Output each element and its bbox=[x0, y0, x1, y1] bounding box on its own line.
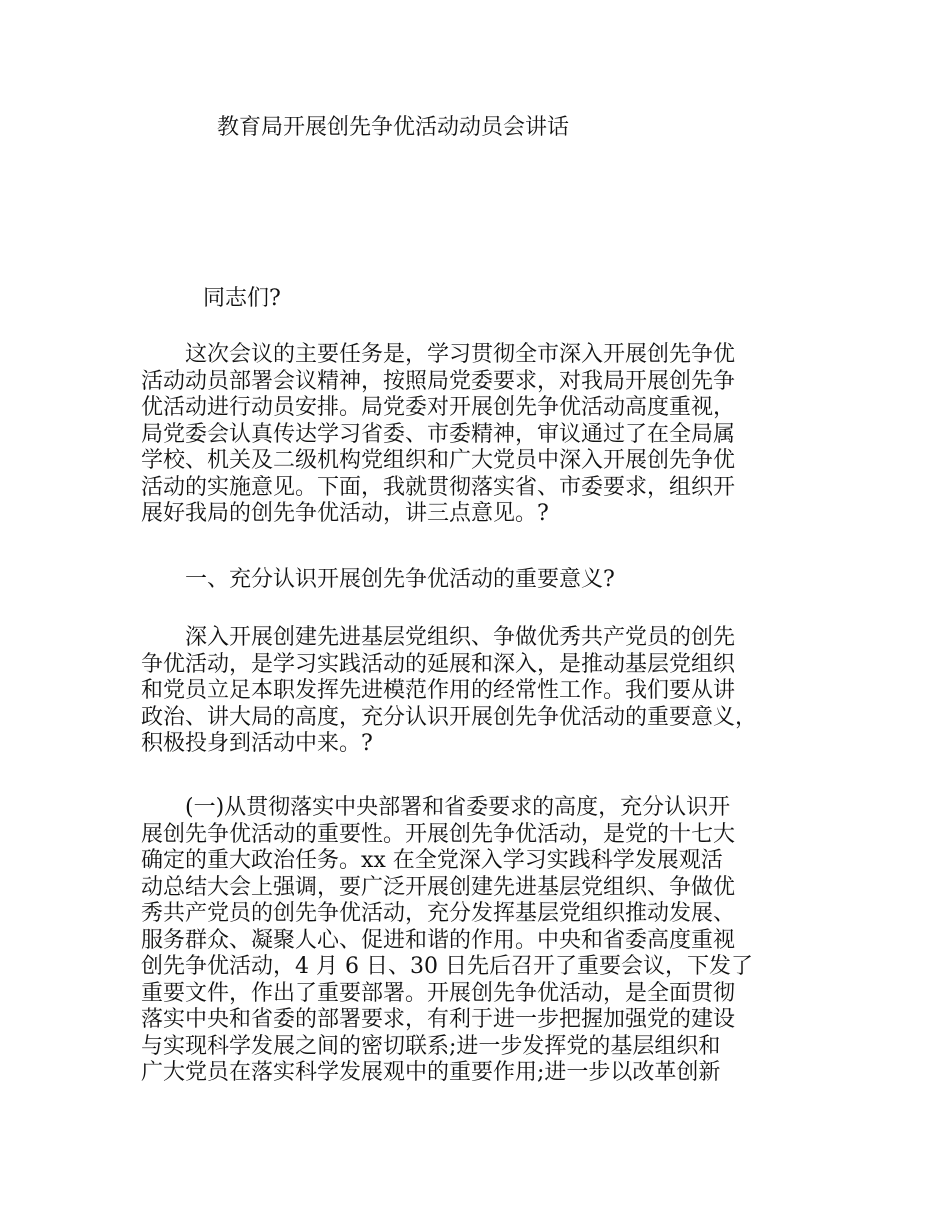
paragraph-significance bbox=[141, 625, 831, 758]
text-line: 活动的实施意见。下面，我就贯彻落实省、市委要求，组织开 bbox=[141, 474, 736, 500]
text-line: 创先争优活动，4 月 6 日、30 日先后召开了重要会议，下发了 bbox=[141, 954, 753, 979]
text-line: 深入开展创建先进基层党组织、争做优秀共产党员的创先 bbox=[141, 625, 736, 650]
text-line: 这次会议的主要任务是，学习贯彻全市深入开展创先争优 bbox=[141, 342, 736, 367]
paragraph-point-1 bbox=[141, 795, 831, 1087]
text-line: 争优活动，是学习实践活动的延展和深入，是推动基层党组织 bbox=[141, 651, 736, 677]
text-line: 活动动员部署会议精神，按照局党委要求，对我局开展创先争 bbox=[141, 368, 736, 394]
text-line: 政治、讲大局的高度，充分认识开展创先争优活动的重要意义， bbox=[141, 704, 758, 730]
text-line: 重要文件，作出了重要部署。开展创先争优活动，是全面贯彻 bbox=[141, 980, 736, 1006]
section-heading-1 bbox=[141, 567, 831, 594]
text-line: 动总结大会上强调，要广泛开展创建先进基层党组织、争做优 bbox=[141, 874, 736, 900]
text-line: 优活动进行动员安排。局党委对开展创先争优活动高度重视， bbox=[141, 395, 736, 420]
text-line: 局党委会认真传达学习省委、市委精神，审议通过了在全局属 bbox=[141, 421, 736, 447]
text-line: 一、充分认识开展创先争优活动的重要意义? bbox=[141, 567, 615, 592]
text-line: 展好我局的创先争优活动，讲三点意见。? bbox=[141, 501, 549, 526]
text-line: 广大党员在落实科学发展观中的重要作用;进一步以改革创新 bbox=[141, 1060, 721, 1085]
document-title: 教育局开展创先争优活动动员会讲话 bbox=[217, 115, 570, 140]
text-line: 确定的重大政治任务。xx 在全党深入学习实践科学发展观活 bbox=[141, 848, 723, 873]
text-line: 秀共产党员的创先争优活动，充分发挥基层党组织推动发展、 bbox=[141, 901, 736, 926]
text-line: 学校、机关及二级机构党组织和广大党员中深入开展创先争优 bbox=[141, 448, 736, 473]
text-line: 积极投身到活动中来。? bbox=[141, 731, 373, 756]
text-line: 与实现科学发展之间的密切联系;进一步发挥党的基层组织和 bbox=[141, 1033, 721, 1059]
text-line: (一)从贯彻落实中央部署和省委要求的高度，充分认识开 bbox=[141, 795, 731, 820]
paragraph-meeting-purpose bbox=[141, 342, 831, 528]
text-line: 服务群众、凝聚人心、促进和谐的作用。中央和省委高度重视 bbox=[141, 927, 736, 953]
text-line: 和党员立足本职发挥先进模范作用的经常性工作。我们要从讲 bbox=[141, 678, 736, 703]
text-line: 展创先争优活动的重要性。开展创先争优活动，是党的十七大 bbox=[141, 821, 736, 847]
salutation: 同志们? bbox=[203, 286, 281, 311]
text-line: 落实中央和省委的部署要求，有利于进一步把握加强党的建设 bbox=[141, 1007, 736, 1032]
